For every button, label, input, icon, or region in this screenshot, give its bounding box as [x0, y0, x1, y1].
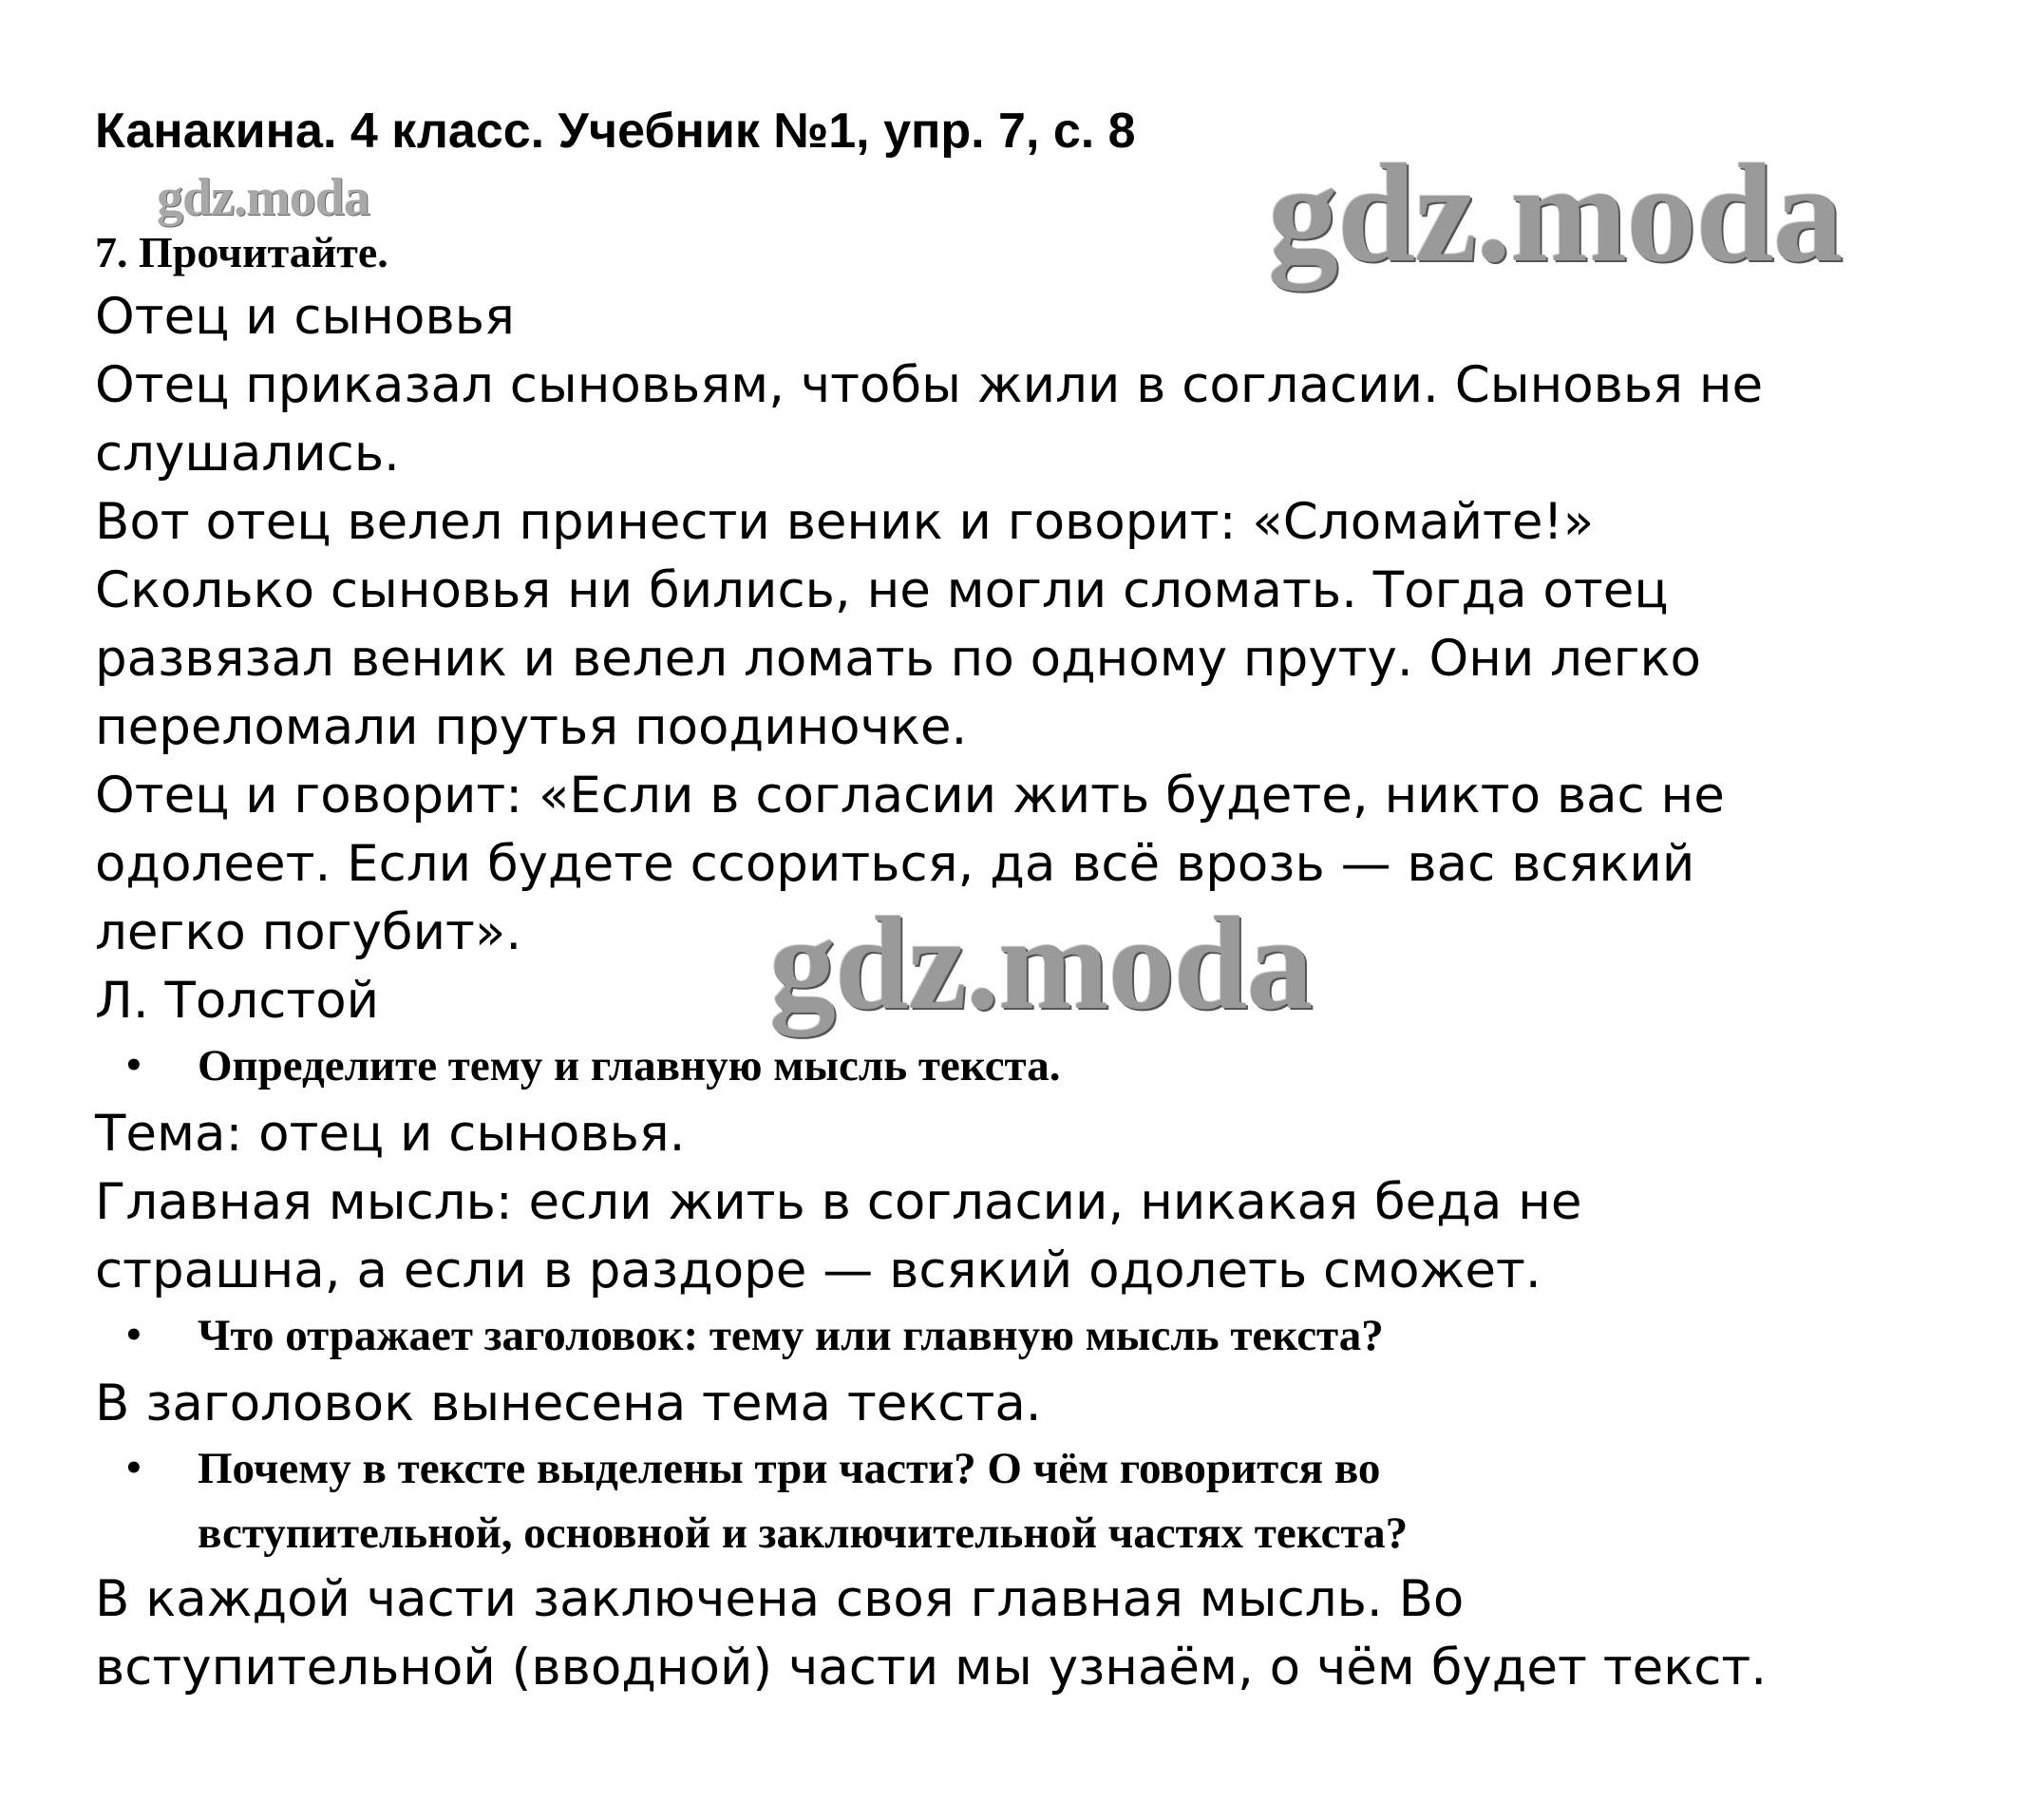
story-line: переломали прутья поодиночке. [95, 698, 968, 756]
story-title: Отец и сыновья [95, 288, 515, 346]
watermark-middle: gdz.moda [769, 890, 1313, 1037]
bullet-icon: • [123, 1317, 144, 1355]
story-line: Отец приказал сыновьям, чтобы жили в согласии. Сыновья не [95, 356, 1764, 414]
watermark-small: gdz.moda [157, 168, 369, 227]
question-text-line: вступительной, основной и заключительной частях текста? [198, 1508, 1409, 1558]
answer-line: вступительной (вводной) части мы узнаём, о чём будет текст. [95, 1639, 1768, 1697]
question-1 [123, 1033, 1060, 1098]
story-line: одолеет. Если будете ссориться, да всё врозь — вас всякий [95, 835, 1695, 893]
question-text: Определите тему и главную мысль текста. [198, 1041, 1061, 1090]
question-3 [123, 1436, 1408, 1565]
story-line: слушались. [95, 425, 400, 483]
watermark-top-right: gdz.moda [1268, 136, 1843, 292]
question-text-line: Почему в тексте выделены три части? О чём говорится во [198, 1444, 1381, 1493]
answer-line: В заголовок вынесена тема текста. [95, 1374, 1042, 1432]
story-line: Сколько сыновья ни бились, не могли сломать. Тогда отец [95, 561, 1669, 619]
document-header: Канакина. 4 класс. Учебник №1, упр. 7, с. 8 [95, 104, 1136, 159]
exercise-title: 7. Прочитайте. [95, 228, 388, 276]
answer-line: страшна, а если в раздоре — всякий одолеть сможет. [95, 1242, 1542, 1299]
story-author: Л. Толстой [95, 972, 380, 1030]
question-2 [123, 1303, 1384, 1368]
story-line: легко погубит». [95, 903, 522, 961]
question-text [198, 1436, 1408, 1565]
bullet-icon: • [123, 1450, 144, 1488]
answer-line: Главная мысль: если жить в согласии, никакая беда не [95, 1173, 1582, 1231]
question-text: Что отражает заголовок: тему или главную мысль текста? [198, 1311, 1384, 1360]
answer-line: Тема: отец и сыновья. [95, 1105, 686, 1163]
story-line: Отец и говорит: «Если в согласии жить будете, никто вас не [95, 767, 1725, 825]
bullet-icon: • [123, 1047, 144, 1085]
story-line: развязал веник и велел ломать по одному пруту. Они легко [95, 630, 1701, 688]
answer-line: В каждой части заключена своя главная мысль. Во [95, 1570, 1465, 1628]
story-line: Вот отец велел принести веник и говорит: «Сломайте!» [95, 493, 1595, 551]
